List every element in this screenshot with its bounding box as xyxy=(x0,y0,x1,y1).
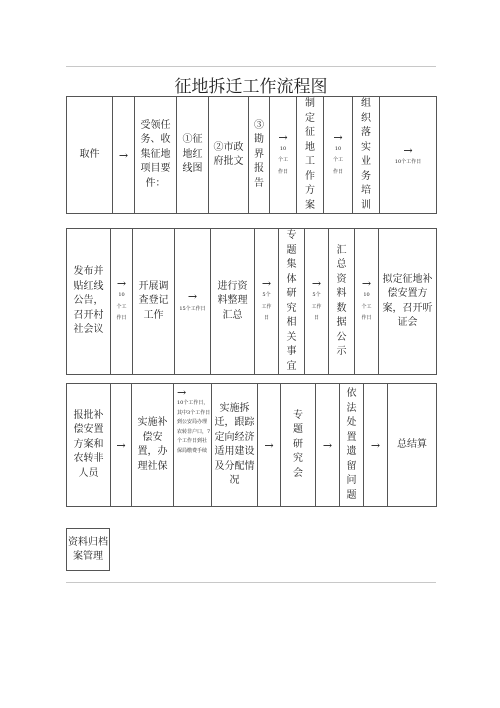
step-make-plan: 制定征地工作方案 xyxy=(297,97,324,214)
step-compile-data: 进行资料整理汇总 xyxy=(211,229,255,375)
arrow-right-icon: → xyxy=(261,277,272,291)
connector xyxy=(255,229,279,375)
connector xyxy=(305,229,329,375)
connector xyxy=(113,97,135,214)
step-survey-report: ③勘界报告 xyxy=(249,97,270,214)
connector xyxy=(111,384,132,507)
arrow-right-icon: → xyxy=(322,438,333,452)
connector xyxy=(355,229,379,375)
step-group-study: 专题集体研究相关事宜 xyxy=(279,229,305,375)
step-publicize-data: 汇总资料数据公示 xyxy=(329,229,355,375)
step-redline-map: ①征地红线图 xyxy=(177,97,209,214)
arrow-right-icon: → xyxy=(118,148,129,162)
step-gov-approval: ②市政府批文 xyxy=(209,97,249,214)
step-draft-compensation-plan: 拟定征地补偿安置方案，召开听证会 xyxy=(379,229,437,375)
arrow-right-icon: → xyxy=(278,130,288,144)
arrow-right-icon: → xyxy=(361,277,372,291)
top-rule xyxy=(66,66,436,67)
step-archive: 资料归档案管理 xyxy=(66,528,110,571)
step-training: 组织落实业务培训 xyxy=(353,97,380,214)
arrow-right-icon: → xyxy=(187,289,198,303)
step-take-documents: 取件 xyxy=(67,97,113,214)
arrow-right-icon: → xyxy=(177,386,187,399)
duration-note: 10个工作日，其中3个工作日到公安局办理农转非户口，7个工作日到社保局缴费手续 xyxy=(177,400,211,454)
connector xyxy=(174,384,212,507)
bottom-rule xyxy=(66,582,436,583)
step-special-meeting: 专题研究会 xyxy=(281,384,316,507)
duration-note: 10个工作日 xyxy=(394,158,422,165)
connector xyxy=(175,229,211,375)
step-implement-compensation: 实施补偿安置，办理社保 xyxy=(132,384,174,507)
duration-note: 5个工作日 xyxy=(311,292,322,322)
step-demolition: 实施拆迁，跟踪定向经济适用建设及分配情况 xyxy=(212,384,258,507)
connector xyxy=(324,97,353,214)
arrow-right-icon: → xyxy=(264,438,274,452)
connector xyxy=(270,97,297,214)
step-receive-task: 受领任务、收集征地项目要件： xyxy=(135,97,177,214)
duration-note: 5个工作日 xyxy=(261,292,272,322)
arrow-right-icon: → xyxy=(311,277,322,291)
connector xyxy=(364,384,388,507)
flow-row-3 xyxy=(66,383,437,507)
arrow-right-icon: → xyxy=(116,277,127,291)
arrow-right-icon: → xyxy=(403,143,413,157)
step-publish-notice: 发布并贴红线公告，召开村社会议 xyxy=(67,229,111,375)
arrow-right-icon: → xyxy=(333,130,343,144)
duration-note: 15个工作日 xyxy=(179,305,206,312)
connector xyxy=(111,229,133,375)
step-resolve-issues: 依法处置遗留问题 xyxy=(340,384,364,507)
flow-row-2 xyxy=(66,228,437,375)
flow-row-1 xyxy=(66,96,437,214)
connector xyxy=(380,97,437,214)
arrow-right-icon: → xyxy=(370,438,381,452)
duration-note: 10个工作日 xyxy=(278,145,289,175)
step-survey-registration: 开展调查登记工作 xyxy=(133,229,175,375)
duration-note: 10个工作日 xyxy=(116,292,127,322)
arrow-right-icon: → xyxy=(116,438,126,452)
page-title: 征地拆迁工作流程图 xyxy=(174,77,328,97)
duration-note: 10个工作日 xyxy=(361,292,372,322)
connector xyxy=(258,384,281,507)
duration-note: 10个工作日 xyxy=(333,145,344,175)
step-submit-plan: 报批补偿安置方案和农转非人员 xyxy=(67,384,111,507)
connector xyxy=(316,384,340,507)
step-final-settlement: 总结算 xyxy=(388,384,437,507)
